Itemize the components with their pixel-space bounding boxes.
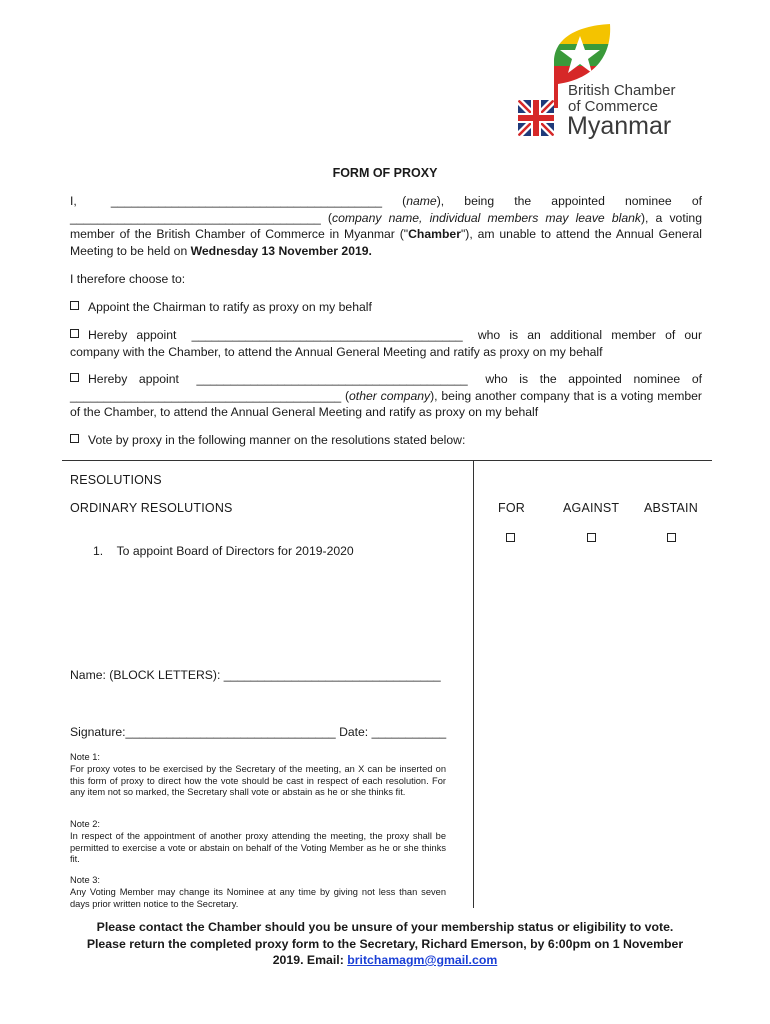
union-jack-icon xyxy=(518,100,554,136)
footer-line-2: Please return the completed proxy form to the Secretary, Richard Emerson, by 6:00pm on 1 November xyxy=(86,936,684,951)
choose-text: I therefore choose to: xyxy=(70,272,186,286)
option-other-company: Hereby appoint ________________________________________ who is the appointed nominee of ________________________________________ (other company), being another company that is a voting member of the Chamber, to attend the Annual General Meeting and ratify as proxy on my behalf xyxy=(70,372,703,419)
vote-abstain-checkbox[interactable] xyxy=(667,533,676,542)
column-against: AGAINST xyxy=(563,501,620,515)
company-blank[interactable]: _____________________________________ xyxy=(70,210,321,225)
name-block-letters-field[interactable]: Name: (BLOCK LETTERS): ________________________________ xyxy=(70,668,441,682)
footer xyxy=(0,919,770,969)
table-top-border xyxy=(62,460,712,461)
note-2: Note 2: In respect of the appointment of another proxy attending the meeting, the proxy shall be permitted to exercise a vote or abstain on behalf of the Voting Member as he or she thinks fit. xyxy=(70,819,446,865)
option-vote-by-proxy-checkbox[interactable] xyxy=(70,434,79,443)
column-for: FOR xyxy=(498,501,525,515)
footer-line-1: Please contact the Chamber should you be unsure of your membership status or eligibility to vote. xyxy=(96,920,674,934)
resolution-item: 1. To appoint Board of Directors for 2019-2020 xyxy=(93,544,354,558)
other-company-blank[interactable]: ________________________________________ xyxy=(70,388,342,403)
vote-for-checkbox[interactable] xyxy=(506,533,515,542)
form-title: FORM OF PROXY xyxy=(332,166,438,180)
additional-member-blank[interactable]: ________________________________________ xyxy=(191,328,463,342)
signature-date-field[interactable]: Signature:_______________________________ Date: ___________ xyxy=(70,725,447,739)
option-chairman: Appoint the Chairman to ratify as proxy on my behalf xyxy=(70,299,702,316)
note-3: Note 3: Any Voting Member may change its Nominee at any time by giving not less than seven days prior written notice to the Secretary. xyxy=(70,875,446,909)
table-column-divider xyxy=(473,460,474,908)
intro-paragraph: I, ________________________________________ (name), being the appointed nominee of _____________________________________ (company name, individual members may leave blank), a voting member of the British Chamber of Commerce in Myanmar ("Chamber"), am unable to attend the Annual General Meeting to be held on Wednesday 13 November 2019. xyxy=(70,194,702,258)
vote-against-checkbox[interactable] xyxy=(587,533,596,542)
logo-line-3: Myanmar xyxy=(567,112,672,140)
footer-line-3: 2019. Email: britchamagm@gmail.com xyxy=(272,953,498,967)
option-chairman-checkbox[interactable] xyxy=(70,301,79,310)
name-blank[interactable]: ________________________________________ xyxy=(110,194,383,208)
ordinary-resolutions-heading: ORDINARY RESOLUTIONS xyxy=(70,501,233,515)
column-abstain: ABSTAIN xyxy=(644,501,698,515)
option-other-company-checkbox[interactable] xyxy=(70,373,79,382)
note-1: Note 1: For proxy votes to be exercised by the Secretary of the meeting, an X can be inserted on this form of proxy to direct how the vote should be cast in respect of each resolution. For any item not so marked, the Secretary shall vote or abstain as he or she thinks fit. xyxy=(70,752,446,798)
email-link[interactable]: britchamagm@gmail.com xyxy=(347,953,498,967)
resolutions-heading: RESOLUTIONS xyxy=(70,473,162,487)
logo-line-2: of Commerce xyxy=(568,98,659,115)
option-additional-member: Hereby appoint ________________________________________ who is an additional member of our company with the Chamber, to attend the Annual General Meeting and ratify as proxy on my behalf xyxy=(70,328,703,359)
chamber-logo xyxy=(512,22,692,142)
logo-line-1: British Chamber xyxy=(568,82,676,99)
other-nominee-blank[interactable]: ________________________________________ xyxy=(196,372,468,386)
option-additional-member-checkbox[interactable] xyxy=(70,329,79,338)
option-vote-by-proxy: Vote by proxy in the following manner on the resolutions stated below: xyxy=(70,432,702,449)
